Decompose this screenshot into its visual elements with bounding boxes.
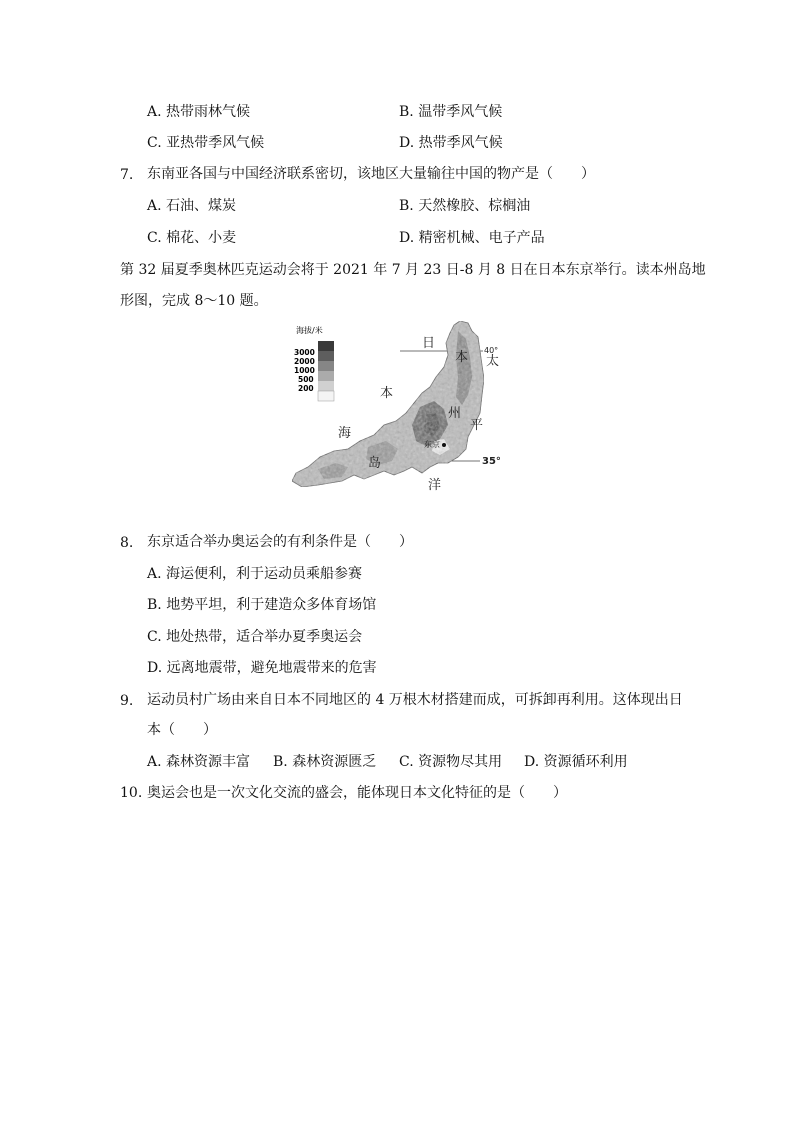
map-label-ping: 平 bbox=[470, 418, 484, 433]
q8-option-b: B. 地势平坦，利于建造众多体育场馆 bbox=[147, 597, 377, 613]
q7-stem: 东南亚各国与中国经济联系密切，该地区大量输往中国的物产是（ ） bbox=[147, 166, 595, 182]
legend-swatch-1000 bbox=[318, 361, 334, 371]
legend-swatch-200 bbox=[318, 381, 334, 391]
map-label-tai: 太 bbox=[486, 354, 500, 369]
q10-stem: 奥运会也是一次文化交流的盛会，能体现日本文化特征的是（ ） bbox=[147, 785, 567, 801]
q9-stem-line-2: 本（ ） bbox=[147, 722, 217, 738]
elevation-legend bbox=[294, 341, 334, 401]
honshu-terrain-map bbox=[288, 317, 510, 494]
map-label-tokyo: 东京 bbox=[424, 440, 440, 449]
legend-label-3000: 3000 bbox=[294, 348, 315, 357]
q8-stem: 东京适合举办奥运会的有利条件是（ ） bbox=[147, 534, 413, 550]
q7-option-c: C. 棉花、小麦 bbox=[147, 230, 237, 246]
legend-label-2000: 2000 bbox=[294, 357, 315, 366]
map-label-zhou: 州 bbox=[448, 406, 462, 421]
q7-option-b: B. 天然橡胶、棕榈油 bbox=[399, 198, 531, 214]
q7-option-a: A. 石油、煤炭 bbox=[147, 198, 237, 214]
map-label-lat35: 35° bbox=[482, 456, 501, 467]
map-label-lat40: 40° bbox=[484, 346, 499, 355]
q8-number: 8. bbox=[120, 535, 134, 551]
q7-option-d: D. 精密机械、电子产品 bbox=[399, 230, 545, 246]
map-label-ri: 日 bbox=[422, 336, 436, 351]
tokyo-marker bbox=[442, 443, 446, 447]
q10-number: 10. bbox=[120, 785, 143, 801]
legend-label-1000: 1000 bbox=[294, 366, 315, 375]
intro-line-1: 第 32 届夏季奥林匹克运动会将于 2021 年 7 月 23 日-8 月 8 日在日本东京举行。读本州岛地 bbox=[120, 262, 706, 278]
map-label-ben-north: 本 bbox=[455, 350, 469, 365]
map-label-ben: 本 bbox=[380, 386, 394, 401]
map-label-hai: 海 bbox=[338, 426, 352, 441]
q8-option-d: D. 远离地震带，避免地震带来的危害 bbox=[147, 660, 377, 676]
legend-swatch-2000 bbox=[318, 351, 334, 361]
legend-label-200: 200 bbox=[298, 384, 314, 393]
q9-option-a: A. 森林资源丰富 bbox=[147, 754, 251, 770]
q6-option-c: C. 亚热带季风气候 bbox=[147, 135, 265, 151]
legend-swatch-500 bbox=[318, 371, 334, 381]
intro-line-2: 形图，完成 8～10 题。 bbox=[120, 293, 268, 309]
legend-title: 海拔/米 bbox=[296, 326, 323, 335]
q6-option-d: D. 热带季风气候 bbox=[399, 135, 503, 151]
q9-option-d: D. 资源循环利用 bbox=[524, 754, 628, 770]
map-label-yang: 洋 bbox=[428, 478, 442, 493]
q9-option-c: C. 资源物尽其用 bbox=[399, 754, 503, 770]
legend-swatch-0 bbox=[318, 391, 334, 401]
q8-option-c: C. 地处热带，适合举办夏季奥运会 bbox=[147, 629, 363, 645]
legend-label-500: 500 bbox=[298, 375, 314, 384]
q6-option-b: B. 温带季风气候 bbox=[399, 104, 503, 120]
legend-swatch-3000 bbox=[318, 341, 334, 351]
q9-number: 9. bbox=[120, 693, 134, 709]
q7-number: 7. bbox=[120, 167, 134, 183]
q6-option-a: A. 热带雨林气候 bbox=[147, 104, 251, 120]
q9-option-b: B. 森林资源匮乏 bbox=[273, 754, 377, 770]
map-label-dao: 岛 bbox=[368, 456, 382, 471]
q9-stem-line-1: 运动员村广场由来自日本不同地区的 4 万根木材搭建而成，可拆卸再利用。这体现出日 bbox=[147, 692, 683, 708]
q8-option-a: A. 海运便利，利于运动员乘船参赛 bbox=[147, 566, 363, 582]
